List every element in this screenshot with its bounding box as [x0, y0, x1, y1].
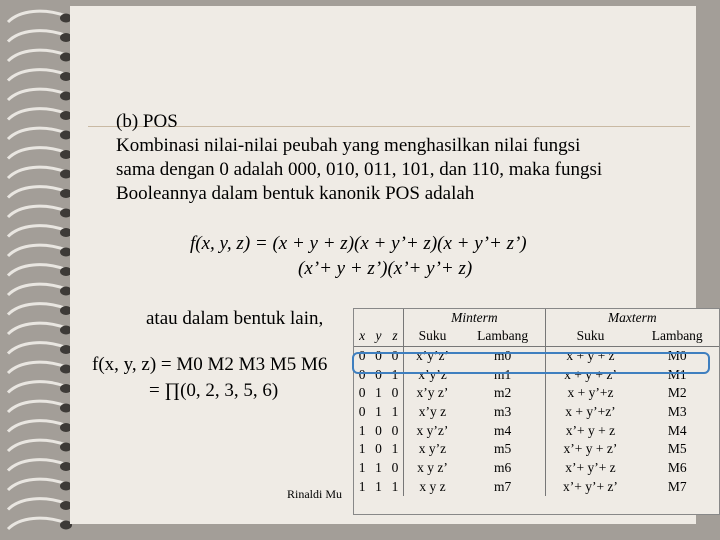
table-row [354, 459, 719, 478]
table-cell: x’y’z [404, 365, 461, 384]
table-cell: 1 [375, 460, 382, 476]
table-row [354, 478, 719, 497]
spiral-ring [8, 323, 66, 334]
table-cell: 1 [391, 441, 399, 457]
table-row [354, 403, 719, 422]
table-cell: M2 [667, 385, 687, 401]
table-cell: 1 [375, 404, 382, 420]
table-cell: 0 [358, 366, 366, 382]
spiral-ring [8, 11, 66, 22]
spiral-ring [8, 265, 66, 276]
table-cell: x + y’+z’ [545, 403, 635, 422]
table-cell: x’+ y’+ z’ [545, 478, 635, 497]
table-cell: x’y’z’ [404, 346, 461, 365]
table-cell: 1 [391, 404, 399, 420]
table-cell: m1 [493, 366, 512, 382]
col-header: Lambang [635, 327, 719, 346]
table-cell: m2 [493, 385, 512, 401]
col-header: y [370, 327, 386, 346]
spiral-ring [8, 362, 66, 373]
table-cell: 0 [375, 366, 382, 382]
spiral-ring [8, 128, 66, 139]
truth-table [353, 308, 720, 515]
col-header: Suku [545, 327, 635, 346]
spiral-ring [8, 304, 66, 315]
alt-form-intro: atau dalam bentuk lain, [146, 308, 324, 329]
col-header: Suku [404, 327, 461, 346]
table-cell: x y’z’ [404, 421, 461, 440]
table-cell: 1 [358, 422, 366, 438]
table-row [354, 440, 719, 459]
maxterm-group-header: Maxterm [545, 309, 719, 327]
table-cell: x’y z [404, 403, 461, 422]
table-cell: M1 [667, 366, 687, 382]
table-cell: m7 [493, 478, 512, 494]
formula-maxterm-product: f(x, y, z) = M0 M2 M3 M5 M6 [92, 354, 328, 375]
blank-group-header [354, 309, 404, 327]
spiral-ring [8, 31, 66, 42]
spiral-ring [8, 499, 66, 510]
table-cell: 1 [391, 366, 399, 382]
spiral-ring [8, 187, 66, 198]
table-cell: 0 [391, 385, 399, 401]
section-heading: (b) POS [116, 111, 178, 132]
table-row [354, 384, 719, 403]
table-cell: x + y’+z [545, 384, 635, 403]
paragraph-line: Kombinasi nilai-nilai peubah yang menghasilkan nilai fungsi [116, 135, 581, 156]
spiral-ring [8, 167, 66, 178]
table-cell: x + y + z’ [545, 365, 635, 384]
spiral-ring [8, 479, 66, 490]
table-cell: 1 [375, 478, 382, 494]
table-cell: x y z’ [404, 459, 461, 478]
spiral-ring [8, 421, 66, 432]
table-cell: 1 [358, 478, 366, 494]
table-cell: 0 [358, 348, 366, 364]
spiral-ring [8, 70, 66, 81]
table-cell: 1 [391, 478, 399, 494]
table-cell: 0 [358, 404, 366, 420]
table-cell: m3 [493, 404, 512, 420]
table-cell: x’+ y + z [545, 421, 635, 440]
table-cell: M0 [667, 348, 687, 364]
table-cell: 0 [391, 460, 399, 476]
spiral-ring [8, 401, 66, 412]
col-header: Lambang [461, 327, 545, 346]
spiral-ring [8, 109, 66, 120]
description-paragraph [116, 134, 674, 206]
formula-line-1: f(x, y, z) = (x + y + z)(x + y’+ z)(x + y’+ z’) [190, 233, 527, 254]
spiral-ring [8, 460, 66, 471]
spiral-ring [8, 440, 66, 451]
table-cell: M5 [667, 441, 687, 457]
formula-line-2: (x’+ y + z’)(x’+ y’+ z) [298, 258, 473, 279]
spiral-ring [8, 343, 66, 354]
spiral-ring [8, 518, 66, 529]
table-cell: m0 [493, 348, 512, 364]
row-highlight-outline [352, 352, 710, 374]
spiral-ring [8, 382, 66, 393]
table-cell: 0 [375, 348, 382, 364]
minterm-group-header: Minterm [404, 309, 545, 327]
col-header: x [354, 327, 370, 346]
minterm-maxterm-table [354, 309, 719, 496]
paragraph-line: sama dengan 0 adalah 000, 010, 011, 101, dan 110, maka fungsi [116, 159, 603, 180]
table-cell: x’y z’ [404, 384, 461, 403]
table-cell: 0 [375, 441, 382, 457]
spiral-ring [8, 226, 66, 237]
formula-pi-notation: = ∏(0, 2, 3, 5, 6) [149, 380, 279, 401]
spiral-ring [8, 245, 66, 256]
footer-author: Rinaldi Mu [287, 487, 343, 501]
table-cell: 1 [375, 385, 382, 401]
spiral-ring [8, 50, 66, 61]
table-cell: m5 [493, 441, 512, 457]
spiral-ring [8, 284, 66, 295]
table-cell: M4 [667, 422, 687, 438]
table-cell: M6 [667, 460, 687, 476]
col-header: z [387, 327, 404, 346]
table-cell: 0 [391, 348, 399, 364]
table-cell: M7 [667, 478, 687, 494]
table-cell: x’+ y’+ z [545, 459, 635, 478]
table-cell: x y z [404, 478, 461, 497]
table-cell: m6 [493, 460, 512, 476]
top-rule-line [88, 126, 690, 127]
table-cell: 0 [391, 422, 399, 438]
table-cell: 1 [358, 460, 366, 476]
spiral-ring [8, 89, 66, 100]
table-cell: x y’z [404, 440, 461, 459]
table-cell: 0 [375, 422, 382, 438]
spiral-ring [8, 148, 66, 159]
table-cell: 1 [358, 441, 366, 457]
table-cell: 0 [358, 385, 366, 401]
spiral-ring [8, 206, 66, 217]
table-cell: m4 [493, 422, 512, 438]
table-cell: x + y + z [545, 346, 635, 365]
table-cell: M3 [667, 404, 687, 420]
table-row [354, 421, 719, 440]
paragraph-line: Booleannya dalam bentuk kanonik POS adalah [116, 183, 475, 204]
table-cell: x’+ y + z’ [545, 440, 635, 459]
